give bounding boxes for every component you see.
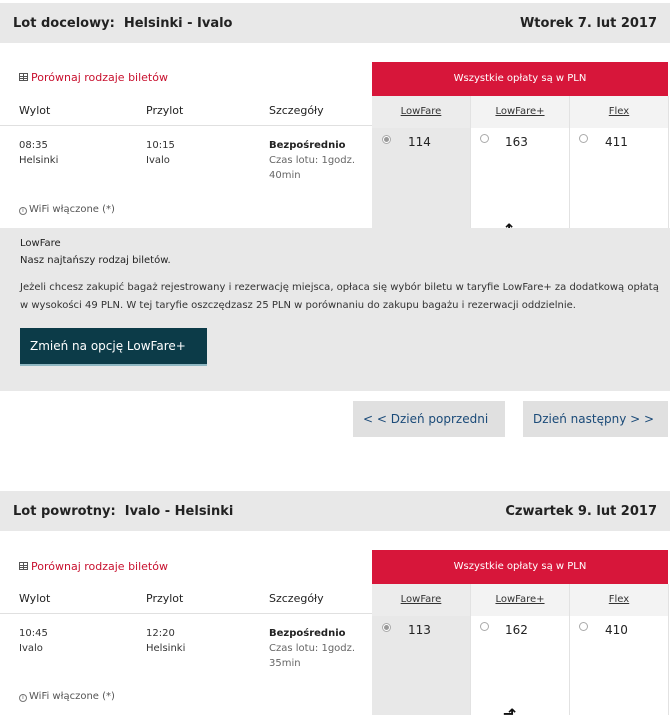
- outbound-details: Bezpośrednio Czas lotu: 1godz. 40min: [269, 140, 356, 181]
- outbound-wifi[interactable]: i WiFi włączone (*): [19, 204, 115, 215]
- outbound-currency-banner: Wszystkie opłaty są w PLN: [372, 62, 668, 96]
- return-compare-link[interactable]: Porównaj rodzaje biletów: [19, 560, 168, 573]
- outbound-price-lowfare: 114: [408, 135, 431, 149]
- return-header: [0, 491, 670, 531]
- outbound-radio-lowfareplus[interactable]: [480, 134, 489, 143]
- return-wifi[interactable]: i WiFi włączone (*): [19, 691, 115, 702]
- previous-day-button[interactable]: < < Dzień poprzedni: [353, 401, 505, 437]
- return-radio-lowfare[interactable]: [382, 623, 391, 632]
- outbound-fare-flex[interactable]: [570, 128, 668, 228]
- return-fare-head-lowfareplus[interactable]: LowFare+: [471, 584, 569, 616]
- fare-divider: [470, 96, 471, 228]
- col-departure: Wylot: [19, 104, 51, 117]
- outbound-fare-head-flex[interactable]: Flex: [570, 96, 668, 128]
- return-price-flex: 410: [605, 623, 628, 637]
- return-price-lowfareplus: 162: [505, 623, 528, 637]
- outbound-title: Lot docelowy: Helsinki - Ivalo: [13, 16, 233, 31]
- outbound-price-flex: 411: [605, 135, 628, 149]
- outbound-fare-head-lowfareplus[interactable]: LowFare+: [471, 96, 569, 128]
- return-fare-lowfareplus[interactable]: [471, 616, 569, 715]
- fare-divider: [569, 584, 570, 715]
- outbound-compare-link[interactable]: Porównaj rodzaje biletów: [19, 71, 168, 84]
- fare-divider: [470, 584, 471, 715]
- outbound-radio-flex[interactable]: [579, 134, 588, 143]
- table-icon: [19, 562, 28, 570]
- outbound-arrival: 10:15 Ivalo: [146, 140, 175, 166]
- fare-info-title: LowFare: [20, 238, 61, 249]
- row-separator: [0, 613, 372, 614]
- outbound-header: [0, 3, 670, 43]
- row-separator: [0, 125, 372, 126]
- col-arrival: Przylot: [146, 592, 184, 605]
- return-radio-lowfareplus[interactable]: [480, 622, 489, 631]
- return-fare-flex[interactable]: [570, 616, 668, 715]
- info-icon: i: [19, 207, 27, 215]
- return-title: Lot powrotny: Ivalo - Helsinki: [13, 504, 234, 519]
- change-to-lowfareplus-button[interactable]: Zmień na opcję LowFare+: [20, 328, 207, 366]
- next-day-button[interactable]: Dzień następny > >: [523, 401, 668, 437]
- return-fare-head-flex[interactable]: Flex: [570, 584, 668, 616]
- outbound-price-lowfareplus: 163: [505, 135, 528, 149]
- return-radio-flex[interactable]: [579, 622, 588, 631]
- return-currency-banner: Wszystkie opłaty są w PLN: [372, 550, 668, 584]
- col-arrival: Przylot: [146, 104, 184, 117]
- outbound-fare-lowfareplus[interactable]: [471, 128, 569, 228]
- fare-divider: [569, 96, 570, 228]
- return-price-lowfare: 113: [408, 623, 431, 637]
- return-date: Czwartek 9. lut 2017: [505, 504, 657, 519]
- outbound-departure: 08:35 Helsinki: [19, 140, 59, 166]
- col-departure: Wylot: [19, 592, 51, 605]
- outbound-fare-head-lowfare[interactable]: LowFare: [372, 96, 470, 128]
- return-details: Bezpośrednio Czas lotu: 1godz. 35min: [269, 628, 356, 669]
- cursor-arrow-icon: ⬏: [503, 704, 517, 715]
- info-icon: i: [19, 694, 27, 702]
- return-arrival: 12:20 Helsinki: [146, 628, 186, 654]
- return-departure: 10:45 Ivalo: [19, 628, 48, 654]
- outbound-fare-lowfare[interactable]: [372, 128, 470, 228]
- outbound-date: Wtorek 7. lut 2017: [519, 16, 657, 31]
- fare-divider: [668, 584, 669, 715]
- fare-info-panel: [0, 228, 670, 391]
- col-details: Szczegóły: [269, 104, 324, 117]
- return-fare-head-lowfare[interactable]: LowFare: [372, 584, 470, 616]
- outbound-radio-lowfare[interactable]: [382, 135, 391, 144]
- fare-info-text: Jeżeli chcesz zakupić bagaż rejestrowany i rezerwację miejsca, opłaca się wybór biletu w taryfie LowFare+ za dodatkową opłatą w wysokości 49 PLN. W tej taryfie oszczędzasz 25 PLN w porównaniu do zakupu bagażu i rezerwacji oddzielnie.: [20, 282, 659, 311]
- return-fare-lowfare[interactable]: [372, 616, 470, 715]
- fare-info-subtitle: Nasz najtańszy rodzaj biletów.: [20, 255, 171, 266]
- fare-divider: [668, 96, 669, 228]
- table-icon: [19, 73, 28, 81]
- col-details: Szczegóły: [269, 592, 324, 605]
